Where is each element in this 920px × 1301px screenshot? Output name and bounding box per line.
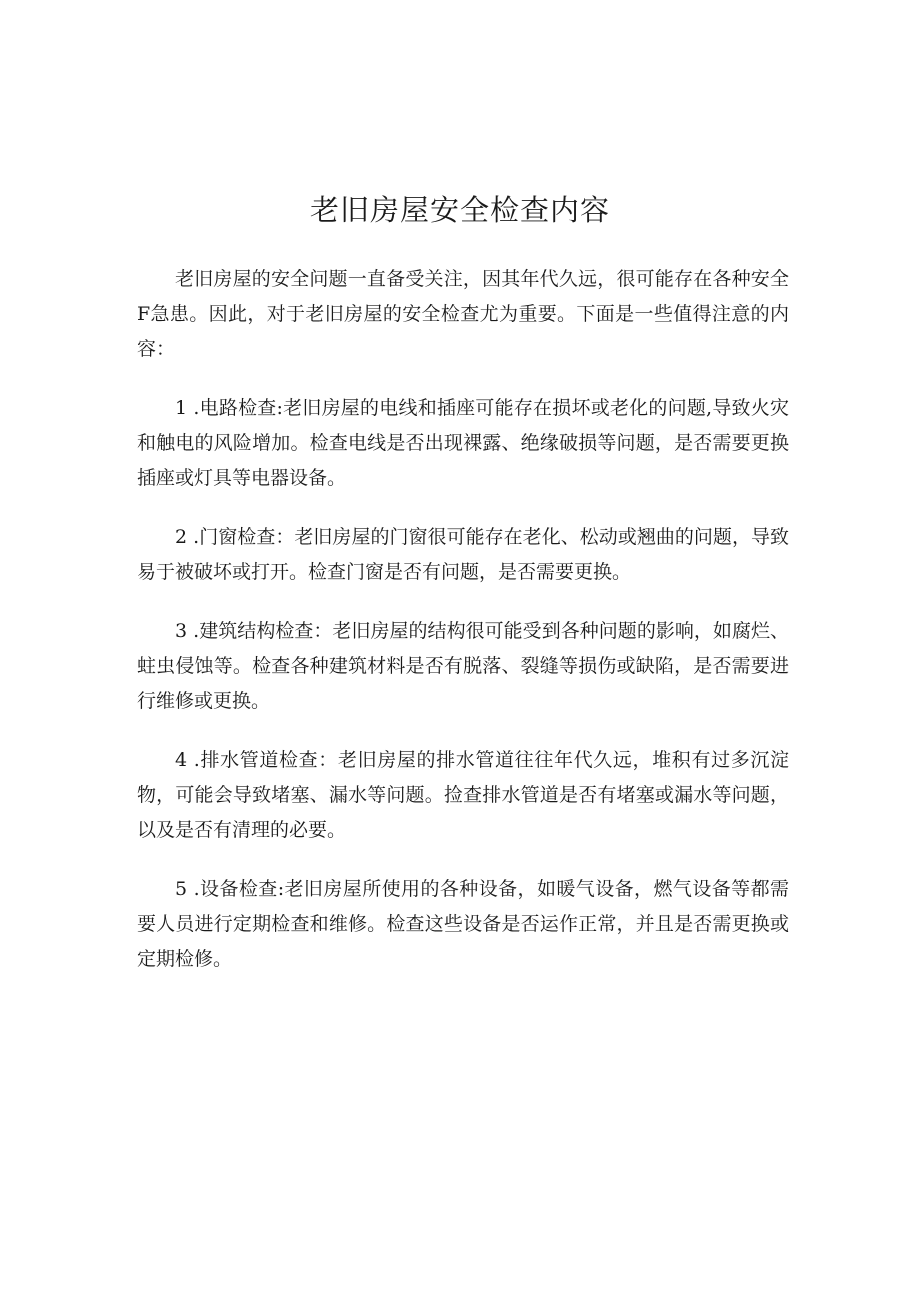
item-paragraph-1	[137, 391, 789, 496]
document-title: 老旧房屋安全检查内容	[309, 193, 610, 227]
item-number: 5	[175, 878, 188, 900]
item-text: .建筑结构检查：老旧房屋的结构很可能受到各种问题的影响，如腐烂、蛀虫侵蚀等。检查各种建筑材料是否有脱落、裂缝等损伤或缺陷，是否需要进行维修或更换。	[137, 620, 790, 712]
item-text: .门窗检查：老旧房屋的门窗很可能存在老化、松动或翘曲的问题，导致易于被破坏或打开。检查门窗是否有问题，是否需要更换。	[137, 526, 790, 583]
item-paragraph-3	[137, 614, 789, 719]
item-number: 2	[175, 526, 188, 548]
item-text: .排水管道检查：老旧房屋的排水管道往往年代久远，堆积有过多沉淀物，可能会导致堵塞、漏水等问题。捡查排水管道是否有堵塞或漏水等问题，以及是否有清理的必要。	[137, 749, 789, 841]
item-text: .电路检查:老旧房屋的电线和插座可能存在损坏或老化的问题,导致火灾和触电的风险增加。检查电线是否出现裸露、绝缘破损等问题，是否需要更换插座或灯具等电器设备。	[137, 397, 789, 489]
item-number: 3	[175, 620, 188, 642]
item-number: 1	[175, 397, 188, 419]
item-text: .设备检查:老旧房屋所使用的各种设备，如暖气设备，燃气设备等都需要人员进行定期检查和维修。检查这些设备是否运作正常，并且是否需更换或定期检修。	[137, 878, 789, 970]
item-paragraph-4	[137, 743, 789, 848]
item-paragraph-5	[137, 872, 789, 977]
item-number: 4	[175, 749, 188, 771]
item-paragraph-2	[137, 520, 789, 590]
document-body	[137, 262, 789, 1001]
intro-paragraph: 老旧房屋的安全问题一直备受关注，因其年代久远，很可能存在各种安全F急患。因此，对于老旧房屋的安全检查尤为重要。下面是一些值得注意的内容：	[137, 268, 789, 360]
